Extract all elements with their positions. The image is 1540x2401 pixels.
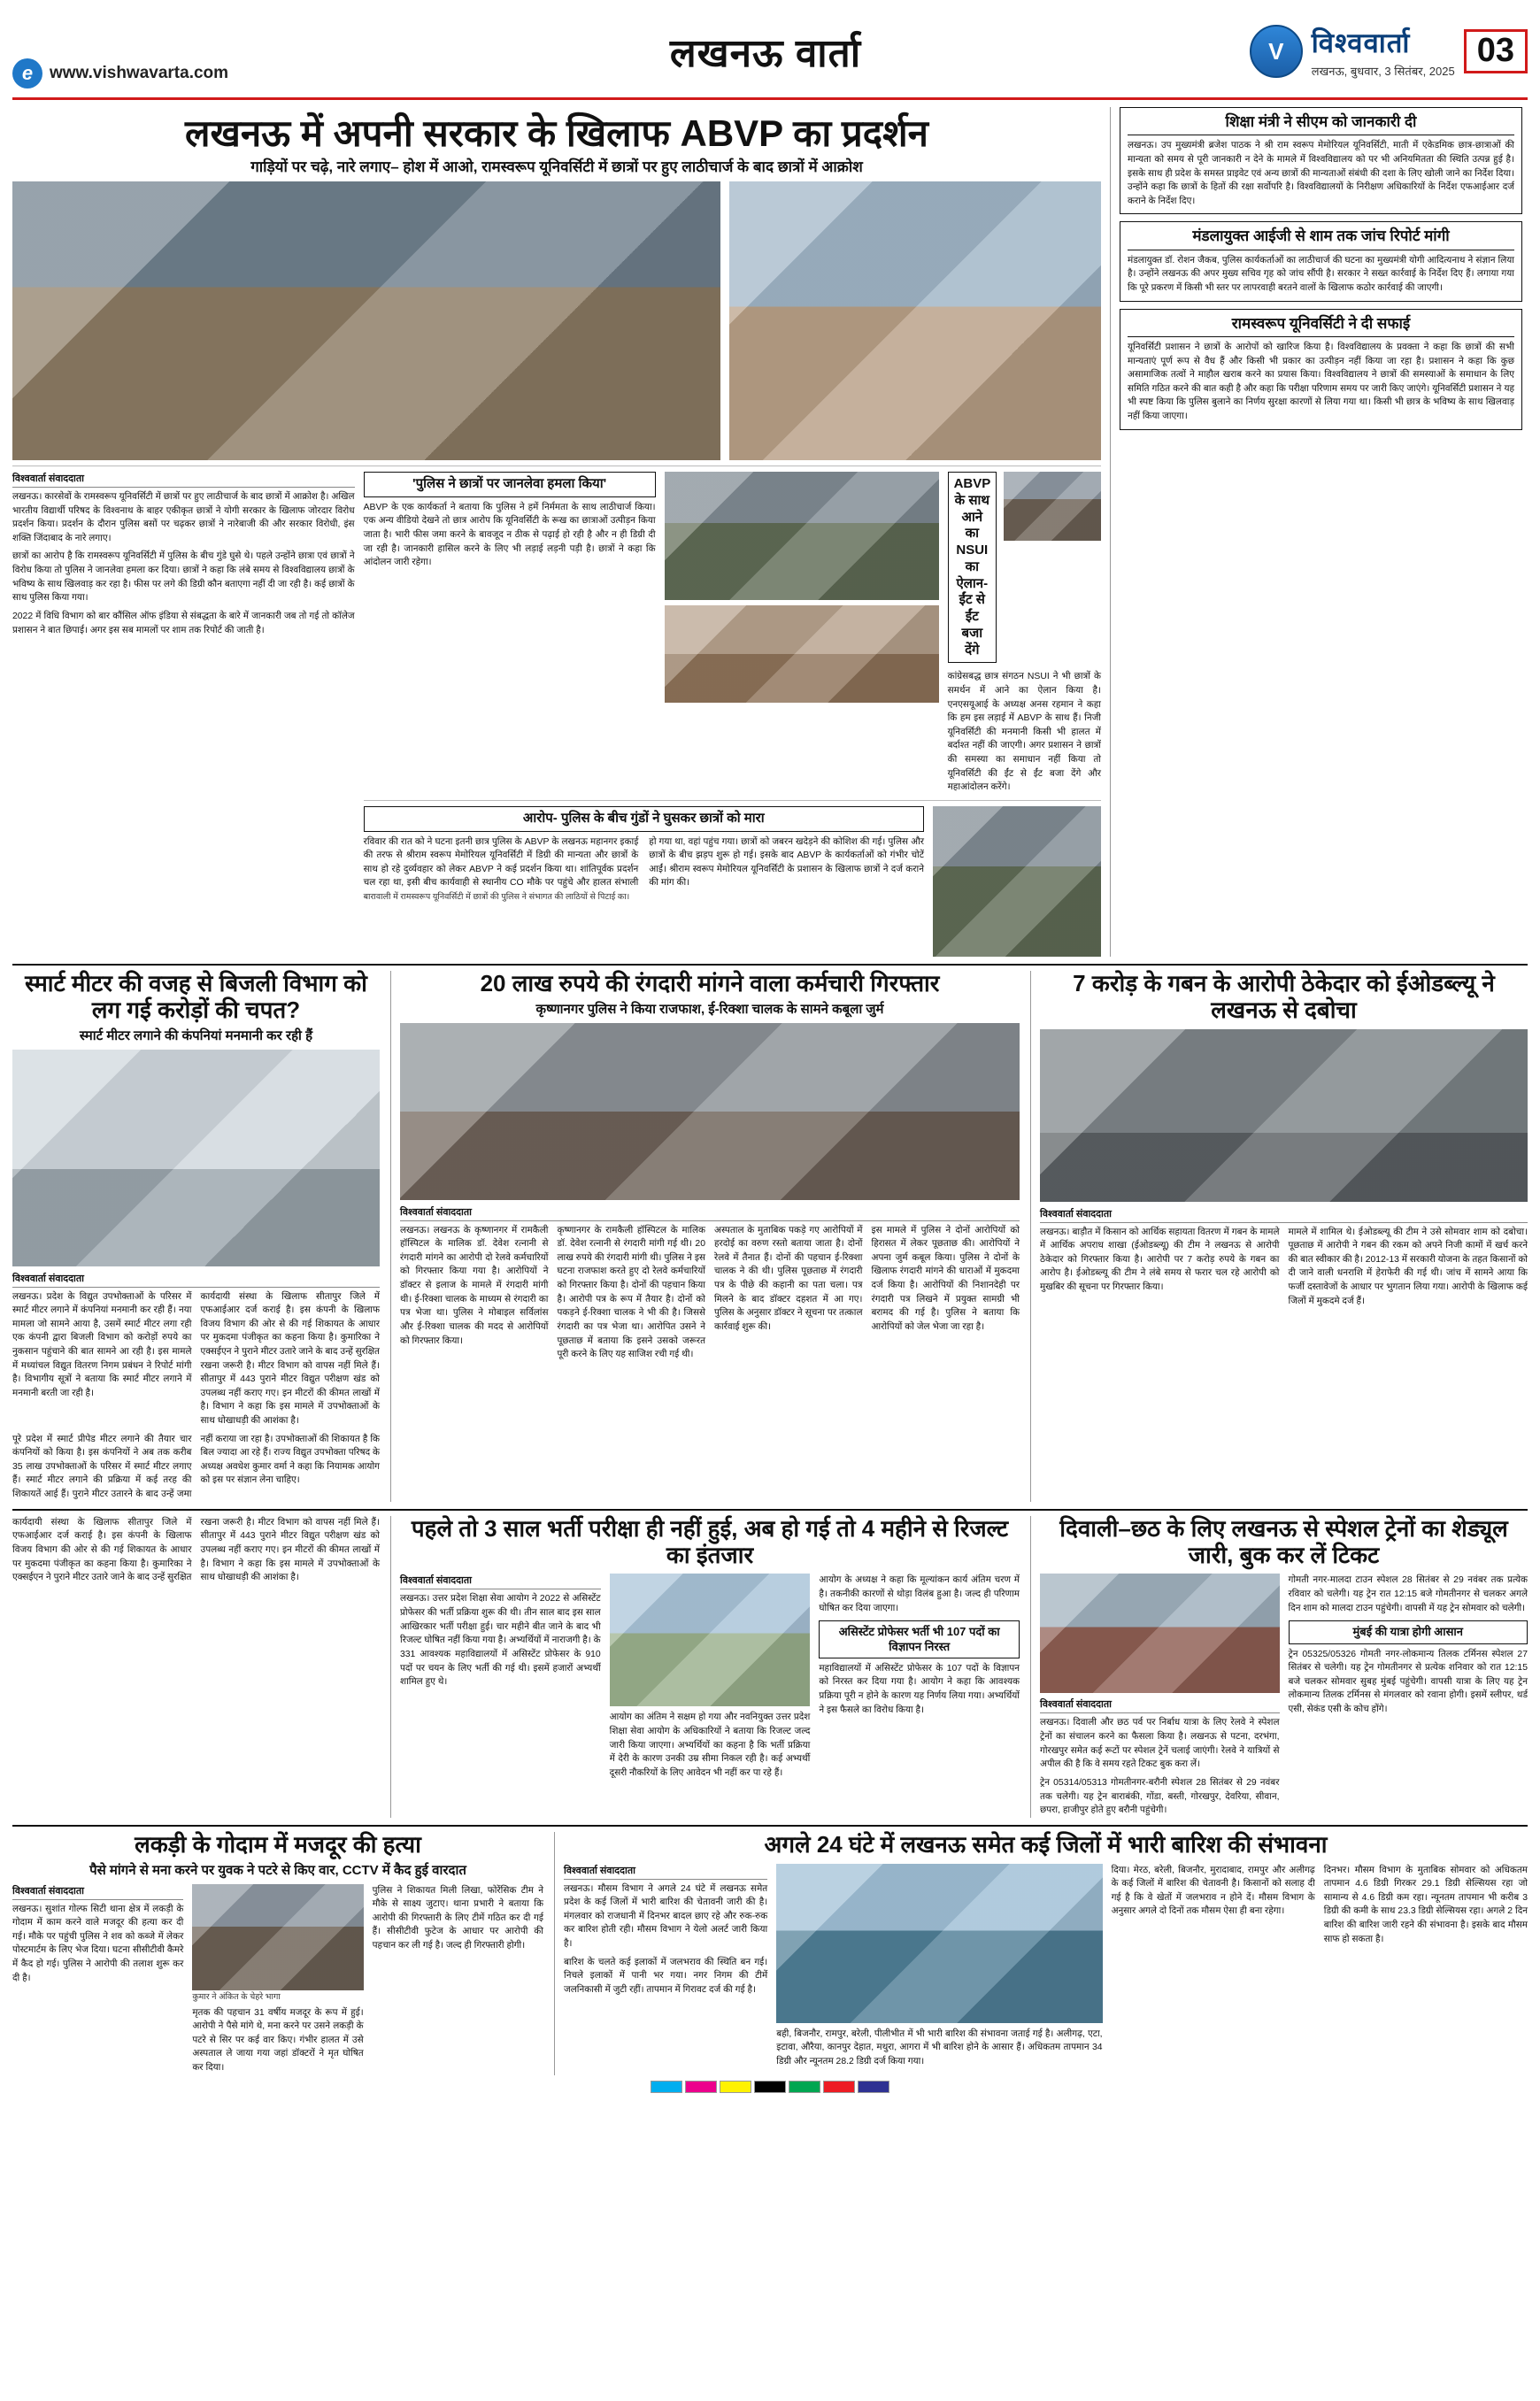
rail-head-1: मंडलायुक्त आईजी से शाम तक जांच रिपोर्ट मांगी <box>1128 227 1514 250</box>
murder-c3: पुलिस ने शिकायत मिली लिखा, फोरेंसिक टीम ने मौके से साक्ष्य जुटाए। थाना प्रभारी ने बताया कि आरोपी की गिरफ्तारी के लिए टीमें गठित कर दी गई हैं। सीसीटीवी फुटेज के आधार पर आरोपी की पहचान कर ली गई है। जल्द ही गिरफ्तारी होगी। <box>372 1885 543 1951</box>
box-goons-text: रविवार की रात को ने घटना इतनी छात्र पुलिस के ABVP के लखनऊ महानगर इकाई की तरफ से श्रीराम स्वरूप मेमोरियल यूनिवर्सिटी में डिग्री की मान्यता और छात्रों के साथ हो रहे दुर्व्यवहार को लेकर ABVP ने कई प्रदर्शन किया था। शांतिपूर्वक प्रदर्शन चल रहा था, इसी बीच कार्यवाही से स्थानीय CO मौके पर पहुंचे और हालत संभाली हो गया था, वहां पहुंच गया। छात्रों को जबरन खदेड़ने की कोशिश की गई। पुलिस और छात्रों के बीच झड़प शुरू हो गई। इसके बाद ABVP के कार्यकर्ताओं को गंभीर चोटें आईं। श्रीराम स्वरूप मेमोरियल यूनिवर्सिटी के प्रशासन के खिलाफ छात्रों ने दर्ज कराने की मांग की। <box>363 836 924 889</box>
smart-meter-tail: कार्यदायी संस्था के खिलाफ सीतापुर जिले में एफआईआर दर्ज कराई है। इस कंपनी के खिलाफ विजय विभाग की ओर से की गई शिकायत के आधार पर मुकदमा पंजीकृत का कहना किया है। कुमारिका ने एक्सईएन ने पुराने मीटर उतारे जाने के बाद उन्हें सुरक्षित रखना जरूरी है। मीटर विभाग को वापस नहीं मिले हैं। सीतापुर में 443 पुराने मीटर विद्युत परीक्षण खंड को उपलब्ध नहीं कराए गए। इन मीटरों की कीमत लाखों में है। विभाग ने कहा कि इस मामले में उपभोक्ताओं के साथ धोखाधड़ी की आशंका है। <box>12 1517 380 1583</box>
recruit-c2: आयोग का अंतिम ने सक्षम हो गया और नवनियुक्त उत्तर प्रदेश शिक्षा सेवा आयोग के अधिकारियों ने बताया कि रिजल्ट जल्द जारी किया जाएगा। अभ्यर्थियों का कहना है कि भर्ती प्रक्रिया में देरी के कारण उनकी उम्र सीमा निकल रही है। कई अभ्यर्थी दूसरी नौकरियों के लिए आवेदन भी नहीं कर पा रहे हैं। <box>609 1712 811 1778</box>
murder-sub: पैसे मांगने से मना करने पर युवक ने पटरे से किए वार, CCTV में कैद हुई वारदात <box>89 1862 466 1878</box>
rail-item-1 <box>1120 221 1522 301</box>
rail-item-0 <box>1120 107 1522 214</box>
recruit-head: पहले तो 3 साल भर्ती परीक्षा ही नहीं हुई, अब हो गई तो 4 महीने से रिजल्ट का इंतजार <box>411 1514 1009 1568</box>
trains-c2: ट्रेन 05314/05313 गोमतीनगर-बरौनी स्पेशल 28 सितंबर से 29 नवंबर तक चलेगी। यह ट्रेन बाराबंकी, गोंडा, बस्ती, गोरखपुर, देवरिया, सीवान, छपरा, हाजीपुर होते हुए बरौनी पहुंचेगी। <box>1040 1777 1280 1816</box>
masthead-center <box>393 9 1138 94</box>
box-nsui-head: ABVP के साथ आने का NSUI का ऐलान- ईंट से ईंट बजा देंगे <box>948 472 997 663</box>
website-url[interactable] <box>12 58 393 88</box>
masthead-left <box>12 9 393 94</box>
brand-logo-icon: V <box>1250 25 1303 78</box>
extortion-sub: कृष्णानगर पुलिस ने किया राजफाश, ई-रिक्शा चालक के सामने कबूला जुर्म <box>535 1001 884 1017</box>
swatch-black <box>754 2081 786 2093</box>
box-nsui <box>948 472 1101 795</box>
box-police-attack <box>364 472 656 795</box>
smart-meter-sub: स्मार्ट मीटर लगाने की कंपनियां मनमानी कर रही हैं <box>79 1027 313 1043</box>
story-recruitment <box>390 1516 1020 1818</box>
smart-meter-byline: विश्ववार्ता संवाददाता <box>12 1272 380 1288</box>
rail-text-2: यूनिवर्सिटी प्रशासन ने छात्रों के आरोपों को खारिज किया है। विश्वविद्यालय के प्रवक्ता ने कहा कि छात्रों की सभी मान्यताएं पूर्ण रूप से वैध हैं और किसी भी प्रकार का उत्पीड़न नहीं किया जा रहा है। प्रशासन ने कहा कि कुछ असामाजिक तत्वों ने माहौल खराब करने का प्रयास किया। विश्वविद्यालय ने छात्रों की समस्याओं के समाधान के लिए समिति गठित करने की बात कही है और कहा कि परीक्षा परिणाम समय पर जारी किए जाएंगे। यूनिवर्सिटी प्रशासन ने यह भी स्पष्ट किया कि पुलिस बुलाने का निर्णय सुरक्षा कारणों से लिया गया था। किसी भी छात्र के भविष्य के साथ खिलवाड़ नहीं किया जाएगा। <box>1128 342 1514 422</box>
box-goons <box>364 806 924 957</box>
trains-c1: लखनऊ। दिवाली और छठ पर्व पर निर्बाध यात्रा के लिए रेलवे ने स्पेशल ट्रेनों का संचालन करने का फैसला किया है। लखनऊ से पटना, दरभंगा, गोरखपुर समेत कई रूटों पर स्पेशल ट्रेनें चलाई जाएंगी। रेलवे ने यात्रियों से अपील की है कि वे समय रहते टिकट बुक करा लें। <box>1040 1718 1280 1770</box>
swatch-green <box>789 2081 820 2093</box>
rain-c2: बारिश के चलते कई इलाकों में जलभराव की स्थिति बन गई। निचले इलाकों में पानी भर गया। नगर निगम की टीमें जलनिकासी में जुटी रहीं। तापमान में गिरावट दर्ज की गई है। <box>564 1957 768 1995</box>
lead-box-col <box>364 472 1101 957</box>
extortion-c4: इस मामले में पुलिस ने दोनों आरोपियों को हिरासत में लेकर पूछताछ की। आरोपियों ने अपना जुर्म कबूल किया। पुलिस ने दोनों के खिलाफ रंगदारी मांगने की धाराओं में मुकदमा दर्ज किया है। आरोपियों की निशानदेही पर रंगदारी पत्र लिखने में प्रयुक्त सामग्री भी बरामद की गई है। पुलिस ने बताया कि आरोपियों को जेल भेजा जा रहा है। <box>871 1225 1020 1332</box>
story-smart-meter <box>12 971 380 1502</box>
rain-c4: दिया। मेरठ, बरेली, बिजनौर, मुरादाबाद, रामपुर और अलीगढ़ के कई जिलों में बारिश की चेतावनी है। किसानों को सलाह दी गई है कि वे खेतों में जलभराव न होने दें। मौसम विभाग के अनुसार अगले दो दिनों तक मौसम ऐसा ही बना रहेगा। <box>1111 1865 1315 1917</box>
swatch-red <box>823 2081 855 2093</box>
rain-c3: बही, बिजनौर, रामपुर, बरेली, पीलीभीत में भी भारी बारिश की संभावना जताई गई है। अलीगढ़, एटा, इटावा, औरैया, कानपुर देहात, मथुरा, आगरा में भी बारिश होने के आसार हैं। अधिकतम तापमान 34 डिग्री और न्यूनतम 28.2 डिग्री दर्ज किया गया। <box>776 2028 1103 2066</box>
brand-date: लखनऊ, बुधवार, 3 सितंबर, 2025 <box>1311 65 1455 78</box>
embezzle-byline: विश्ववार्ता संवाददाता <box>1040 1207 1528 1223</box>
trains-byline: विश्ववार्ता संवाददाता <box>1040 1697 1280 1713</box>
story-rain <box>554 1832 1528 2075</box>
recruit-c3: आयोग के अध्यक्ष ने कहा कि मूल्यांकन कार्य अंतिम चरण में है। तकनीकी कारणों से थोड़ा विलंब हुआ है। जल्द ही परिणाम घोषित कर दिया जाएगा। <box>819 1575 1020 1613</box>
photo-beating-block <box>933 806 1101 957</box>
extortion-byline: विश्ववार्ता संवाददाता <box>400 1205 1020 1221</box>
lead-section <box>12 107 1528 957</box>
recruit-byline: विश्ववार्ता संवाददाता <box>400 1574 601 1589</box>
extortion-c3: अस्पताल के मुताबिक पकड़े गए आरोपियों में हरदोई का वरुण रस्तो बताया जाता है। दोनों रेलवे में तैनात हैं। दोनों की पहचान ई-रिक्शा चालक ने की थी। पुलिस पूछताछ में रंगदारी पत्र के पीछे की कहानी का पता चला। पत्र मिलने के बाद डॉक्टर दहशत में आ गए। पुलिस के अनुसार डॉक्टर ने सूचना पर तत्काल कार्रवाई शुरू की। <box>714 1225 863 1332</box>
story-embezzlement <box>1030 971 1528 1502</box>
box-police-attack-head: 'पुलिस ने छात्रों पर जानलेवा हमला किया' <box>364 472 656 497</box>
smart-meter-continued <box>12 1516 380 1818</box>
box-nsui-text: कांग्रेसबद्ध छात्र संगठन NSUI ने भी छात्रों के समर्थन में आने का ऐलान किया है। एनएसयूआई के अध्यक्ष अनस रहमान ने कहा कि हम इस लड़ाई में ABVP के साथ हैं। निजी यूनिवर्सिटी की मनमानी किसी भी हालत में बर्दाश्त नहीं की जाएगी। अगर प्रशासन ने छात्रों की समस्या का समाधान नहीं किया तो यूनिवर्सिटी की ईंट से ईंट बजा देंगे और महाआंदोलन करेंगे। <box>947 672 1101 793</box>
url-text: www.vishwavarta.com <box>50 64 229 82</box>
middle-row <box>12 971 1528 1502</box>
lead-subhead: गाड़ियों पर चढ़े, नारे लगाए– होश में आओ, रामस्वरूप यूनिवर्सिटी में छात्रों पर हुए लाठीचार्ज के बाद छात्रों में आक्रोश <box>250 158 863 176</box>
lead-photos <box>12 181 1101 460</box>
page-number: 03 <box>1464 29 1528 73</box>
edition-title: लखनऊ वार्ता <box>669 32 862 75</box>
rail-head-0: शिक्षा मंत्री ने सीएम को जानकारी दी <box>1128 113 1514 135</box>
rain-byline: विश्ववार्ता संवाददाता <box>564 1864 767 1880</box>
embezzle-c1: लखनऊ। बाड़ौत में किसान को आर्थिक सहायता वितरण में गबन के मामले में आर्थिक अपराध शाखा (ईओडब्ल्यू) की टीम ने लखनऊ से आरोपी ठेकेदार को गिरफ्तार किया है। आरोपी पर 7 करोड़ रुपये के गबन का आरोप है। ईओडब्ल्यू की टीम ने लंबे समय से फरार चल रहे आरोपी को मुखबिर की सूचना पर गिरफ्तार किया। <box>1040 1227 1280 1292</box>
photo-student-beaten <box>933 806 1101 957</box>
byline: विश्ववार्ता संवाददाता <box>12 472 355 488</box>
story-trains <box>1030 1516 1528 1818</box>
murder-c2: मृतक की पहचान 31 वर्षीय मजदूर के रूप में हुई। आरोपी ने पैसे मांगे थे, मना करने पर उसने लकड़ी के पटरे से सिर पर कई वार किए। गंभीर हालत में उसे अस्पताल ले जाया गया जहां डॉक्टरों ने मृत घोषित कर दिया। <box>192 2007 364 2073</box>
lead-main <box>12 107 1101 957</box>
brand-block <box>1312 24 1455 79</box>
rain-c1: लखनऊ। मौसम विभाग ने अगले 24 घंटे में लखनऊ समेत प्रदेश के कई जिलों में भारी बारिश की चेतावनी जारी की है। मंगलवार को राजधानी में दिनभर बादल छाए रहे और रुक-रुक कर बारिश होती रही। मौसम विभाग ने येलो अलर्ट जारी किया है। <box>564 1883 768 1950</box>
box-goons-caption: बारावाली में रामस्वरूप यूनिवर्सिटी में छात्रों की पुलिस ने संभागत की लाठियों से पिटाई का। <box>363 891 630 902</box>
lead-lower <box>12 472 1101 957</box>
story-murder <box>12 1832 543 2075</box>
embezzle-c2: मामले में शामिल थे। ईओडब्ल्यू की टीम ने उसे सोमवार शाम को दबोचा। पूछताछ में आरोपी ने गबन की रकम को अपने निजी कामों में खर्च करने की बात स्वीकार की है। 2012-13 में सरकारी योजना के तहत किसानों को दी जाने वाली धनराशि में हेराफेरी की गई थी। जांच में सामने आया कि फर्जी दस्तावेजों के आधार पर भुगतान लिया गया। आरोपी के खिलाफ कई जिलों में मुकदमे दर्ज हैं। <box>1288 1227 1528 1306</box>
photo-special-train <box>1040 1574 1280 1693</box>
brand-name: विश्ववार्ता <box>1311 27 1411 58</box>
photo-protest-crowd <box>12 181 720 460</box>
embezzle-head: 7 करोड़ के गबन के आरोपी ठेकेदार को ईओडब्ल्यू ने लखनऊ से दबोचा <box>1073 969 1495 1023</box>
murder-photo-caption: कुमार ने अंकित के चेहरे भागा <box>192 1991 281 2002</box>
box-goons-head: आरोप- पुलिस के बीच गुंडों ने घुसकर छात्रों को मारा <box>364 806 924 832</box>
swatch-yellow <box>720 2081 751 2093</box>
swatch-cyan <box>651 2081 682 2093</box>
right-rail <box>1110 107 1522 957</box>
photo-college-building <box>610 1574 811 1706</box>
photo-lathicharge-block <box>665 472 939 795</box>
rain-c5: दिनभर। मौसम विभाग के मुताबिक सोमवार को अधिकतम तापमान 4.6 डिग्री गिरकर 29.1 डिग्री सेल्सियस रहा जो सामान्य से 4.6 डिग्री कम रहा। न्यूनतम तापमान भी करीब 3 डिग्री की कमी के साथ 23.3 डिग्री सेल्सियस रहा। अगले 2 दिन बारिश की बारिश जारी रहने की संभावना है। इसके बाद मौसम साफ हो सकता है। <box>1323 1865 1528 1944</box>
trains-c3: गोमती नगर-मालदा टाउन स्पेशल 28 सितंबर से 29 नवंबर तक प्रत्येक रविवार को चलेगी। यह ट्रेन रात 12:15 बजे गोमतीनगर से चलकर अगले दिन शाम को मालदा टाउन पहुंचेगी। वापसी में यह ट्रेन सोमवार को चलेगी। <box>1288 1575 1528 1613</box>
lead-headline: लखनऊ में अपनी सरकार के खिलाफ ABVP का प्रदर्शन <box>185 112 928 154</box>
rail-text-1: मंडलायुक्त डॉ. रोशन जैकब, पुलिस कार्यकर्ताओं का लाठीचार्ज की घटना का मुख्यमंत्री योगी आदित्यनाथ ने संज्ञान लिया है। उन्होंने लखनऊ की अपर मुख्य सचिव गृह को जांच सौंपी है। सरकार ने सख्त कार्रवाई के निर्देश दिए हैं। लगाया गया कि पूरे प्रकरण में किसी भी स्तर पर लापरवाही बरतने वालों के खिलाफ कठोर कार्रवाई की जाएगी। <box>1128 255 1514 294</box>
recruit-box-head: असिस्टेंट प्रोफेसर भर्ती भी 107 पदों का विज्ञापन निरस्त <box>819 1620 1020 1658</box>
smart-meter-head: स्मार्ट मीटर की वजह से बिजली विभाग को लग गई करोड़ों की चपत? <box>25 969 367 1023</box>
photo-smart-meter <box>12 1050 380 1266</box>
rail-head-2: रामस्वरूप यूनिवर्सिटी ने दी सफाई <box>1128 315 1514 337</box>
photo-arrest <box>400 1023 1020 1200</box>
photo-flood-boat <box>776 1864 1102 2023</box>
smart-meter-c1: लखनऊ। प्रदेश के विद्युत उपभोक्ताओं के परिसर में स्मार्ट मीटर लगाने में कंपनियां मनमानी कर रही हैं। नया मामला जो सामने आया है, उसमें स्मार्ट मीटर लगा रही एक कंपनी द्वारा बिजली विभाग को करोड़ों रुपये का नुकसान पहुंचाने की बात सामने आ रही है। इस मामले में मध्यांचल विद्युत वितरण निगम प्रबंधन ने रिपोर्ट मांगी है। विभागीय सूत्रों ने बताया कि स्मार्ट मीटर लगाने में मनमानी बरती जा रही है। <box>12 1291 192 1398</box>
photo-lathicharge <box>665 472 939 600</box>
trains-box-head: मुंबई की यात्रा होगी आसान <box>1289 1620 1528 1643</box>
photo-university-gate <box>729 181 1101 460</box>
trains-head: दिवाली–छठ के लिए लखनऊ से स्पेशल ट्रेनों का शेड्यूल जारी, बुक कर लें टिकट <box>1059 1514 1508 1568</box>
rain-head: अगले 24 घंटे में लखनऊ समेत कई जिलों में भारी बारिश की संभावना <box>764 1830 1328 1858</box>
photo-injured-student <box>665 605 939 703</box>
lead-text-3: 2022 में विधि विभाग को बार कौंसिल ऑफ इंडिया से संबद्धता के बारे में जानकारी जब तो गई तो कॉलेज प्रशासन ने बात छिपाई। अगर इस सब मामलों पर शाम तक रिपोर्ट की जाती है। <box>12 611 355 635</box>
middle-section <box>12 964 1528 1502</box>
photo-victim <box>192 1884 363 1990</box>
smart-meter-c3: पूरे प्रदेश में स्मार्ट प्रीपेड मीटर लगाने की तैयार चार कंपनियों को किया है। इस कंपनियों ने अब तक करीब 35 लाख उपभोक्ताओं के परिसर में स्मार्ट मीटर लगाए हैं। स्मार्ट मीटर लगाने की प्रक्रिया में कई तरह की शिकायतें आई हैं। पुराने मीटर उतारने के बाद उन्हें जमा नहीं कराया जा रहा है। उपभोक्ताओं की शिकायत है कि बिल ज्यादा आ रहे हैं। राज्य विद्युत उपभोक्ता परिषद के अध्यक्ष अवधेश कुमार वर्मा ने कहा कि नियामक आयोग को इस पर संज्ञान लेना चाहिए। <box>12 1434 380 1500</box>
lead-text-2: छात्रों का आरोप है कि रामस्वरूप यूनिवर्सिटी में पुलिस के बीच गुंडे घुसे थे। पहले उन्होंने छात्रा एवं छात्रों ने विरोध किया तो पुलिस ने जानलेवा हमला कर दिया। छात्रों ने कहा कि लंबे समय से विश्वविद्यालय छात्रों के भविष्य के साथ खिलवाड़ कर रहा है। फीस पर लगे की डिग्री कौन बताएगा नहीं दी जा रही है। कई छात्रों के साथ पुलिस किया गया। <box>12 551 355 604</box>
extortion-c2: कृष्णानगर के रामकैली हॉस्पिटल के मालिक डॉ. देवेश रत्नानी से रंगदारी मांगी गई थी। 20 लाख रुपये की रंगदारी मांगी थी। पुलिस ने इस घटना राजफाश करते हुए दो रेलवे कर्मचारियों को गिरफ्तार किया है। दोनों की पहचान किया है। आरोपी पत्र के रूप में तैयार है। दोनों को पकड़ने ई-रिक्शा चालक ने भी की है। जिससे रंगदारी का पत्र भेजा था। आरोपित उसने ने पूछताछ में बताया कि इसने उसको जरूरत पूरी करने के लिए यह साजिश रची गई थी। <box>557 1225 705 1360</box>
story-extortion <box>390 971 1020 1502</box>
recruit-box-text: महाविद्यालयों में असिस्टेंट प्रोफेसर के 107 पदों के विज्ञापन को निरस्त कर दिया गया है। आयोग ने कहा कि आवश्यक प्रक्रिया पूरी न होने के कारण यह निर्णय लिया गया। अभ्यर्थियों ने इस फैसले का विरोध किया है। <box>819 1663 1020 1715</box>
murder-head: लकड़ी के गोदाम में मजदूर की हत्या <box>135 1830 421 1858</box>
masthead-right <box>1138 9 1528 94</box>
murder-c1: लखनऊ। सुशांत गोल्फ सिटी थाना क्षेत्र में लकड़ी के गोदाम में काम करने वाले मजदूर की हत्या कर दी गई। मौके पर पहुंची पुलिस ने शव को कब्जे में लेकर पोस्टमार्टम के लिए भेज दिया। घटना सीसीटीवी कैमरे में कैद हो गई। पुलिस ने आरोपी की तलाश शुरू कर दी है। <box>12 1904 184 1983</box>
lead-text-1: लखनऊ। कारसेवों के रामस्वरूप यूनिवर्सिटी में छात्रों पर हुए लाठीचार्ज के बाद छात्रों में आक्रोश है। अखिल भारतीय विद्यार्थी परिषद के विश्वनाथ के बाहर एकीकृत छात्रों ने योगी सरकार के खिलाफ जोरदार विरोध प्रदर्शन किया। प्रदर्शन के दौरान पुलिस बसों पर चढ़कर छात्रों ने नारेबाजी की और सरकार विरोधी, इंस शक्ति जिंदाबाद के नारे लगाए। <box>12 492 355 543</box>
masthead <box>12 9 1528 100</box>
extortion-head: 20 लाख रुपये की रंगदारी मांगने वाला कर्मचारी गिरफ्तार <box>480 969 940 997</box>
rail-text-0: लखनऊ। उप मुख्यमंत्री ब्रजेश पाठक ने श्री राम स्वरूप मेमोरियल यूनिवर्सिटी, माती में एकेडमिक छात्र-छात्राओं की मान्यता को समय से पूरी जानकारी न देने के मामले में विश्वविद्यालय को पर भी अनियमितता की स्थिति उत्पन्न हुई है। इसके साथ ही प्रदेश के समस्त प्राइवेट एवं अन्य छात्रों की मान्यताओं संबंधी की दशा के लिए खोली जाने का निर्देश दिया। उन्होंने कहा कि छात्रों के हितों की रक्षा सर्वोपरि है। विश्वविद्यालयों के निरीक्षण अधिकारियों के निर्देश एफआईआर दर्ज कराने के निर्देश दिए। <box>1128 141 1514 206</box>
extortion-c1: लखनऊ। लखनऊ के कृष्णानगर में रामकैली हॉस्पिटल के मालिक डॉ. देवेश रत्नानी से रंगदारी मांगने का आरोपी दो रेलवे कर्मचारियों को गिरफ्तार किया गया है। आरोपियों ने डॉक्टर से इलाज के मामले में रंगदारी मांगी थी। ई-रिक्शा चालक के माध्यम से रंगदारी का पत्र भेजा था। पुलिस ने मोबाइल सर्विलांस और ई-रिक्शा चालक की मदद से आरोपियों को गिरफ्तार किया। <box>400 1225 549 1346</box>
rail-item-2 <box>1120 309 1522 430</box>
smart-meter-c2: कार्यदायी संस्था के खिलाफ सीतापुर जिले में एफआईआर दर्ज कराई है। इस कंपनी के खिलाफ विजय विभाग की ओर से की गई शिकायत के आधार पर मुकदमा पंजीकृत का कहना किया है। कुमारिका ने एक्सईएन ने पुराने मीटर उतारे जाने के बाद उन्हें सुरक्षित रखना जरूरी है। मीटर विभाग को वापस नहीं मिले हैं। सीतापुर में 443 पुराने मीटर विद्युत परीक्षण खंड को उपलब्ध नहीं कराए गए। इन मीटरों की कीमत लाखों में है। विभाग ने कहा कि इस मामले में उपभोक्ताओं के साथ धोखाधड़ी की आशंका है। <box>200 1291 380 1427</box>
murder-byline: विश्ववार्ता संवाददाता <box>12 1884 183 1900</box>
recruit-c1: लखनऊ। उत्तर प्रदेश शिक्षा सेवा आयोग ने 2022 से असिस्टेंट प्रोफेसर की भर्ती प्रक्रिया शुरू की थी। तीन साल बाद इस साल आखिरकार भर्ती परीक्षा हुई। चार महीने बीत जाने के बाद भी रिजल्ट घोषित नहीं किया गया है। अभ्यर्थियों में नाराजगी है। के 331 आवश्यक महाविद्यालयों में असिस्टेंट प्रोफेसर के 910 पदों पर चयन के लिए भर्ती की गई थी। इसमें हजारों अभ्यर्थी शामिल हुए थे। <box>400 1594 601 1688</box>
lead-story-col <box>12 472 355 957</box>
photo-nsui-leader <box>1004 472 1101 541</box>
swatch-blue <box>858 2081 889 2093</box>
box-police-attack-text: ABVP के एक कार्यकर्ता ने बताया कि पुलिस ने हमें निर्ममता के साथ लाठीचार्ज किया। एक अन्य वीडियो देखने तो छात्र आरोप कि यूनिवर्सिटी के रूख का छात्राओं उत्पीड़न किया जाता है। भारी फीस जमा करने के बावजूद न ठीक से पढ़ाई हो रही है और न ही डिग्री दी जा रही है। जानकारी हासिल करने के लिए भी लड़ाई लड़नी पड़ी है। छात्रों ने कहा कि आंदोलन जारी रहेगा। <box>363 502 656 568</box>
photo-accused-contractor <box>1040 1029 1528 1202</box>
globe-icon: e <box>12 58 42 88</box>
bottom-section <box>12 1825 1528 2075</box>
swatch-magenta <box>685 2081 717 2093</box>
lower-middle-section <box>12 1509 1528 1818</box>
trains-box-text: ट्रेन 05325/05326 गोमती नगर-लोकमान्य तिलक टर्मिनस स्पेशल 27 सितंबर से चलेगी। यह ट्रेन गोमतीनगर से प्रत्येक शनिवार को रात 12:15 बजे चलकर सोमवार सुबह मुंबई पहुंचेगी। वापसी यात्रा के लिए यह ट्रेन लोकमान्य तिलक टर्मिनस से मंगलवार को रवाना होगी। इसमें स्लीपर, थर्ड एसी, सेकंड एसी के कोच होंगे। <box>1288 1649 1528 1714</box>
cmyk-registration-bar <box>12 2081 1528 2093</box>
